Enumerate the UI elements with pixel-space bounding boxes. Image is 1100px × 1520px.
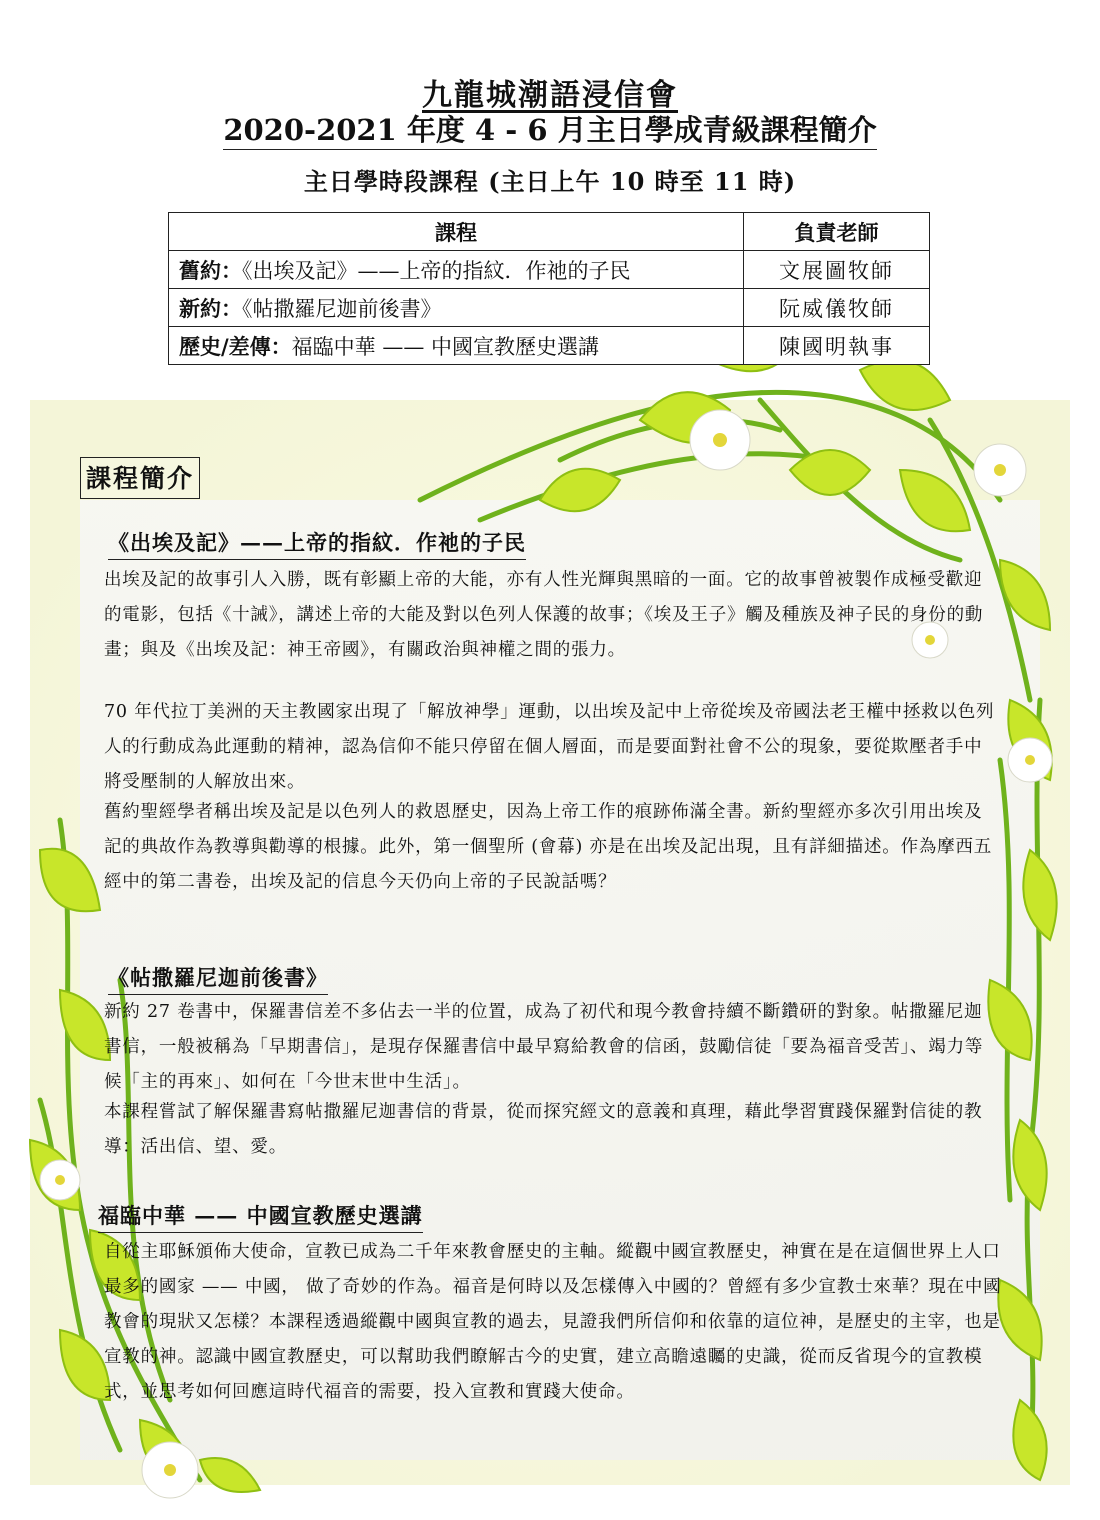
course-cell [169,251,744,289]
teacher-cell: 文展圖牧師 [744,251,930,289]
course-name: 福臨中華 —— 中國宣教歷史選講 [291,334,600,359]
teacher-cell: 阮威儀牧師 [744,289,930,327]
church-name-title: 九龍城潮語浸信會 [422,78,678,113]
course-name: 《帖撒羅尼迦前後書》 [242,296,442,321]
section-paragraph: 舊約聖經學者稱出埃及記是以色列人的救恩歷史，因為上帝工作的痕跡佈滿全書。新約聖經亦多次引用出埃及記的典故作為教導與勸導的根據。此外，第一個聖所 (會幕) 亦是在出埃及記出現，且有詳細描述。作為摩西五經中的第二書卷，出埃及記的信息今天仍向上帝的子民說話嗎？ [104,802,993,892]
table-header-row [169,213,930,251]
table-row [169,327,930,365]
course-category: 舊約： [179,257,242,283]
section-heading-thessalonians: 《帖撒羅尼迦前後書》 [108,962,328,995]
course-cell [169,289,744,327]
term-title: 2020-2021 年度 4 - 6 月主日學成青級課程簡介 [0,108,1100,149]
section-heading-china-missions: 福臨中華 —— 中國宣教歷史選講 [98,1200,423,1233]
course-table [168,212,930,365]
section-paragraph: 出埃及記的故事引人入勝，既有彰顯上帝的大能，亦有人性光輝與黑暗的一面。它的故事曾被製作成極受歡迎的電影，包括《十誡》，講述上帝的大能及對以色列人保護的故事；《埃及王子》觸及種族及神子民的身份的動畫；與及《出埃及記：神王帝國》，有關政治與神權之間的張力。 [104,570,984,660]
intro-label: 課程簡介 [80,457,200,499]
section-paragraph: 自從主耶穌頒佈大使命，宣教已成為二千年來教會歷史的主軸。縱觀中國宣教歷史，神實在是在這個世界上人口最多的國家 —— 中國， 做了奇妙的作為。福音是何時以及怎樣傳入中國的？曾經有多少宣教士來華？現在中國教會的現狀又怎樣？本課程透過縱觀中國與宣教的過去，見證我們所信仰和依靠的這位神，是歷史的主宰，也是宣教的神。認識中國宣教歷史，可以幫助我們瞭解古今的史實，建立高瞻遠矚的史識，從而反省現今的宣教模式，並思考如何回應這時代福音的需要，投入宣教和實踐大使命。 [104,1242,1002,1402]
course-category: 新約： [179,295,242,321]
course-category: 歷史/差傳： [179,333,292,359]
session-title: 主日學時段課程 (主日上午 10 時至 11 時) [303,167,797,196]
course-cell [169,327,744,365]
section-paragraph: 70 年代拉丁美洲的天主教國家出現了「解放神學」運動，以出埃及記中上帝從埃及帝國法老王權中拯救以色列人的行動成為此運動的精神，認為信仰不能只停留在個人層面，而是要面對社會不公的現象，要從欺壓者手中將受壓制的人解放出來。 [104,702,995,792]
col-course-header: 課程 [169,213,744,251]
section-paragraph: 新約 27 卷書中，保羅書信差不多佔去一半的位置，成為了初代和現今教會持續不斷鑽研的對象。帖撒羅尼迦書信，一般被稱為「早期書信」，是現存保羅書信中最早寫給教會的信函，鼓勵信徒「要為福音受苦」、竭力等候「主的再來」、如何在「今世末世中生活」。 [104,1002,984,1092]
teacher-cell: 陳國明執事 [744,327,930,365]
course-name: 《出埃及記》——上帝的指紋．作祂的子民 [242,258,631,283]
section-heading-exodus: 《出埃及記》——上帝的指紋．作祂的子民 [108,527,526,560]
table-row [169,251,930,289]
section-paragraph: 本課程嘗試了解保羅書寫帖撒羅尼迦書信的背景，從而探究經文的意義和真理，藉此學習實踐保羅對信徒的教導：活出信、望、愛。 [104,1102,983,1157]
col-teacher-header: 負責老師 [744,213,930,251]
table-row [169,289,930,327]
